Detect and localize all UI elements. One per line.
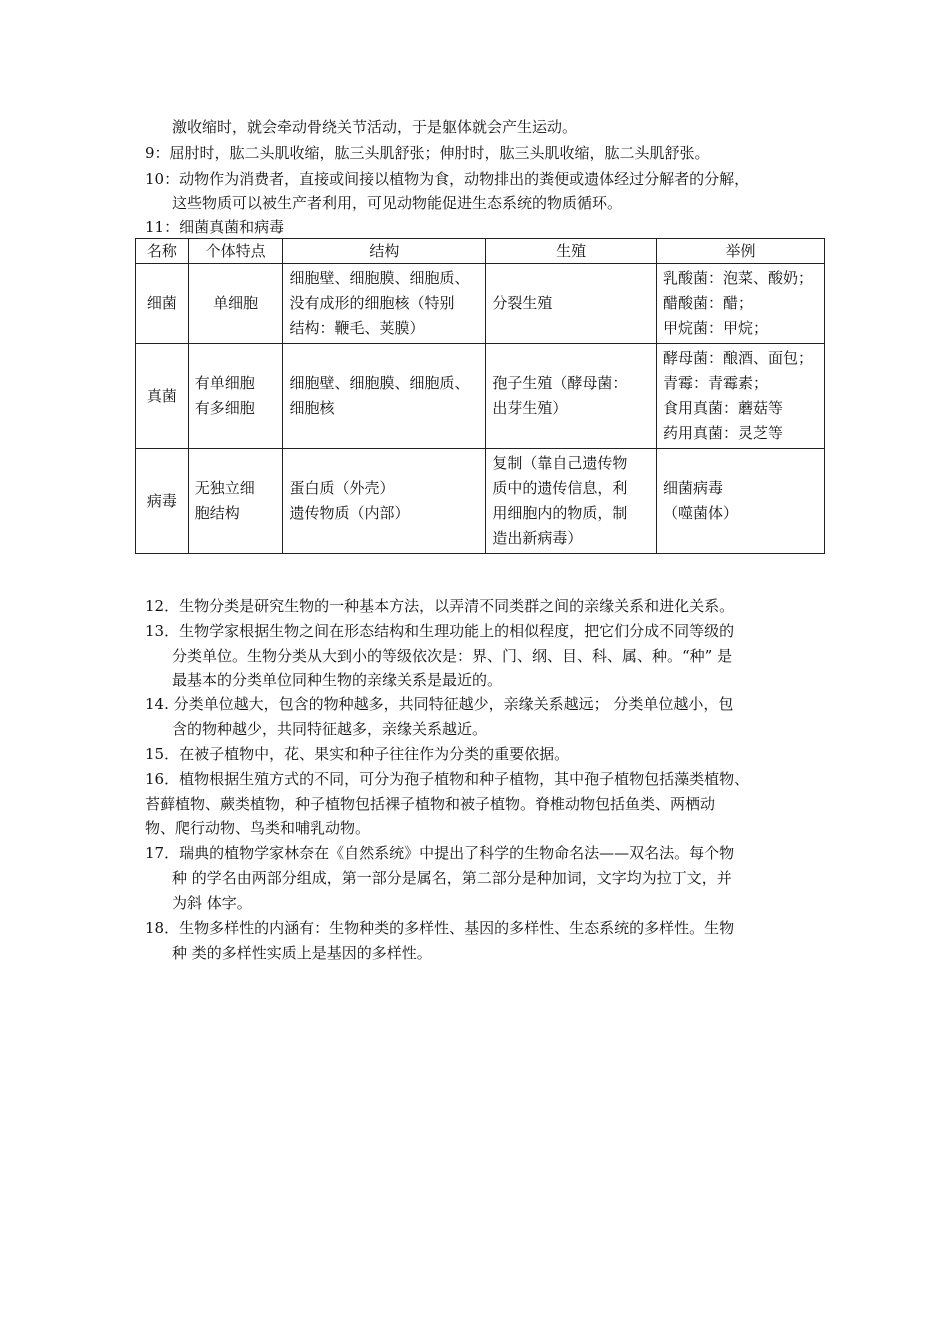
table-row — [136, 344, 825, 449]
cell-reproduction — [486, 449, 657, 554]
cell-line: 遗传物质（内部） — [289, 504, 410, 522]
cell-line: 结构：鞭毛、荚膜） — [289, 319, 425, 337]
point-17-line-1: 17．瑞典的植物学家林奈在《自然系统》中提出了科学的生物命名法——双名法。每个物 — [145, 844, 735, 862]
cell-reproduction — [486, 344, 657, 449]
cell-line: 出芽生殖） — [492, 399, 568, 417]
cell-line: 胞结构 — [194, 504, 240, 522]
cell-examples — [657, 449, 825, 554]
cell-line: 食用真菌：蘑菇等 — [663, 399, 784, 417]
cell-name: 真菌 — [136, 344, 189, 449]
cell-structure — [283, 449, 486, 554]
cell-line: 没有成形的细胞核（特别 — [289, 294, 455, 312]
cell-line: 细胞壁、细胞膜、细胞质、 — [289, 269, 470, 287]
cell-line: 单细胞 — [213, 294, 259, 312]
intro-line-4: 这些物质可以被生产者利用，可见动物能促进生态系统的物质循环。 — [172, 194, 623, 212]
intro-line-3: 10：动物作为消费者，直接或间接以植物为食，动物排出的粪便或遗体经过分解者的分解， — [145, 170, 750, 188]
cell-line: 造出新病毒） — [492, 529, 583, 547]
point-13-line-3: 最基本的分类单位同种生物的亲缘关系是最近的。 — [172, 671, 503, 689]
table-header-row — [136, 239, 825, 264]
point-16-line-1: 16．植物根据生殖方式的不同，可分为孢子植物和种子植物，其中孢子植物包括藻类植物、 — [145, 770, 750, 788]
cell-line: 青霉：青霉素； — [663, 374, 769, 392]
intro-line-1: 激收缩时，就会牵动骨绕关节活动，于是躯体就会产生运动。 — [172, 118, 578, 136]
cell-line: 细胞壁、细胞膜、细胞质、 — [289, 374, 470, 392]
cell-line: 有单细胞 — [194, 374, 255, 392]
intro-line-2: 9：屈肘时，肱二头肌收缩，肱三头肌舒张；伸肘时，肱三头肌收缩，肱二头肌舒张。 — [145, 144, 710, 162]
cell-structure — [283, 344, 486, 449]
cell-line: 无独立细 — [194, 479, 255, 497]
microbe-table — [135, 238, 825, 554]
cell-line: （噬菌体） — [663, 504, 739, 522]
cell-line: 孢子生殖（酵母菌： — [492, 374, 628, 392]
point-18-line-2: 种 类的多样性实质上是基因的多样性。 — [172, 944, 432, 962]
cell-line: 酵母菌：酿酒、面包； — [663, 349, 814, 367]
table-row — [136, 264, 825, 344]
cell-line: 用细胞内的物质，制 — [492, 504, 628, 522]
cell-line: 蛋白质（外壳） — [289, 479, 395, 497]
point-16-line-3: 物、爬行动物、鸟类和哺乳动物。 — [145, 819, 371, 837]
cell-line: 醋酸菌：醋； — [663, 294, 754, 312]
point-17-line-2: 种 的学名由两部分组成，第一部分是属名，第二部分是种加词，文字均为拉丁文，并 — [172, 869, 732, 887]
cell-reproduction — [486, 264, 657, 344]
cell-line: 细菌病毒 — [663, 479, 724, 497]
header-examples: 举例 — [657, 239, 825, 264]
cell-structure — [283, 264, 486, 344]
section-11-title: 11：细菌真菌和病毒 — [145, 218, 285, 236]
cell-examples — [657, 344, 825, 449]
cell-examples — [657, 264, 825, 344]
cell-feature — [188, 344, 283, 449]
point-15: 15．在被子植物中，花、果实和种子往往作为分类的重要依据。 — [145, 745, 570, 763]
point-12: 12．生物分类是研究生物的一种基本方法，以弄清不同类群之间的亲缘关系和进化关系。 — [145, 597, 735, 615]
header-structure: 结构 — [283, 239, 486, 264]
cell-line: 细胞核 — [289, 399, 335, 417]
point-13-line-1: 13．生物学家根据生物之间在形态结构和生理功能上的相似程度，把它们分成不同等级的 — [145, 622, 735, 640]
cell-name: 病毒 — [136, 449, 189, 554]
cell-line: 复制（靠自己遗传物 — [492, 454, 628, 472]
point-18-line-1: 18．生物多样性的内涵有：生物种类的多样性、基因的多样性、生态系统的多样性。生物 — [145, 919, 735, 937]
point-14-line-2: 含的物种越少，共同特征越多，亲缘关系越近。 — [172, 720, 488, 738]
point-16-line-2: 苔藓植物、蕨类植物，种子植物包括裸子植物和被子植物。脊椎动物包括鱼类、两栖动 — [145, 795, 716, 813]
point-14-line-1: 14. 分类单位越大，包含的物种越多，共同特征越少，亲缘关系越远； 分类单位越小，包 — [145, 695, 734, 713]
cell-line: 甲烷菌：甲烷； — [663, 319, 769, 337]
header-reproduction: 生殖 — [486, 239, 657, 264]
cell-line: 质中的遗传信息，利 — [492, 479, 628, 497]
header-feature: 个体特点 — [188, 239, 283, 264]
cell-line: 分裂生殖 — [492, 294, 553, 312]
header-name: 名称 — [136, 239, 189, 264]
cell-feature — [188, 449, 283, 554]
cell-name: 细菌 — [136, 264, 189, 344]
cell-line: 乳酸菌：泡菜、酸奶； — [663, 269, 814, 287]
table-row — [136, 449, 825, 554]
point-13-line-2: 分类单位。生物分类从大到小的等级依次是：界、门、纲、目、科、属、种。“种” 是 — [172, 647, 733, 665]
point-17-line-3: 为斜 体字。 — [172, 894, 252, 912]
cell-line: 药用真菌：灵芝等 — [663, 424, 784, 442]
cell-line: 有多细胞 — [194, 399, 255, 417]
cell-feature — [188, 264, 283, 344]
